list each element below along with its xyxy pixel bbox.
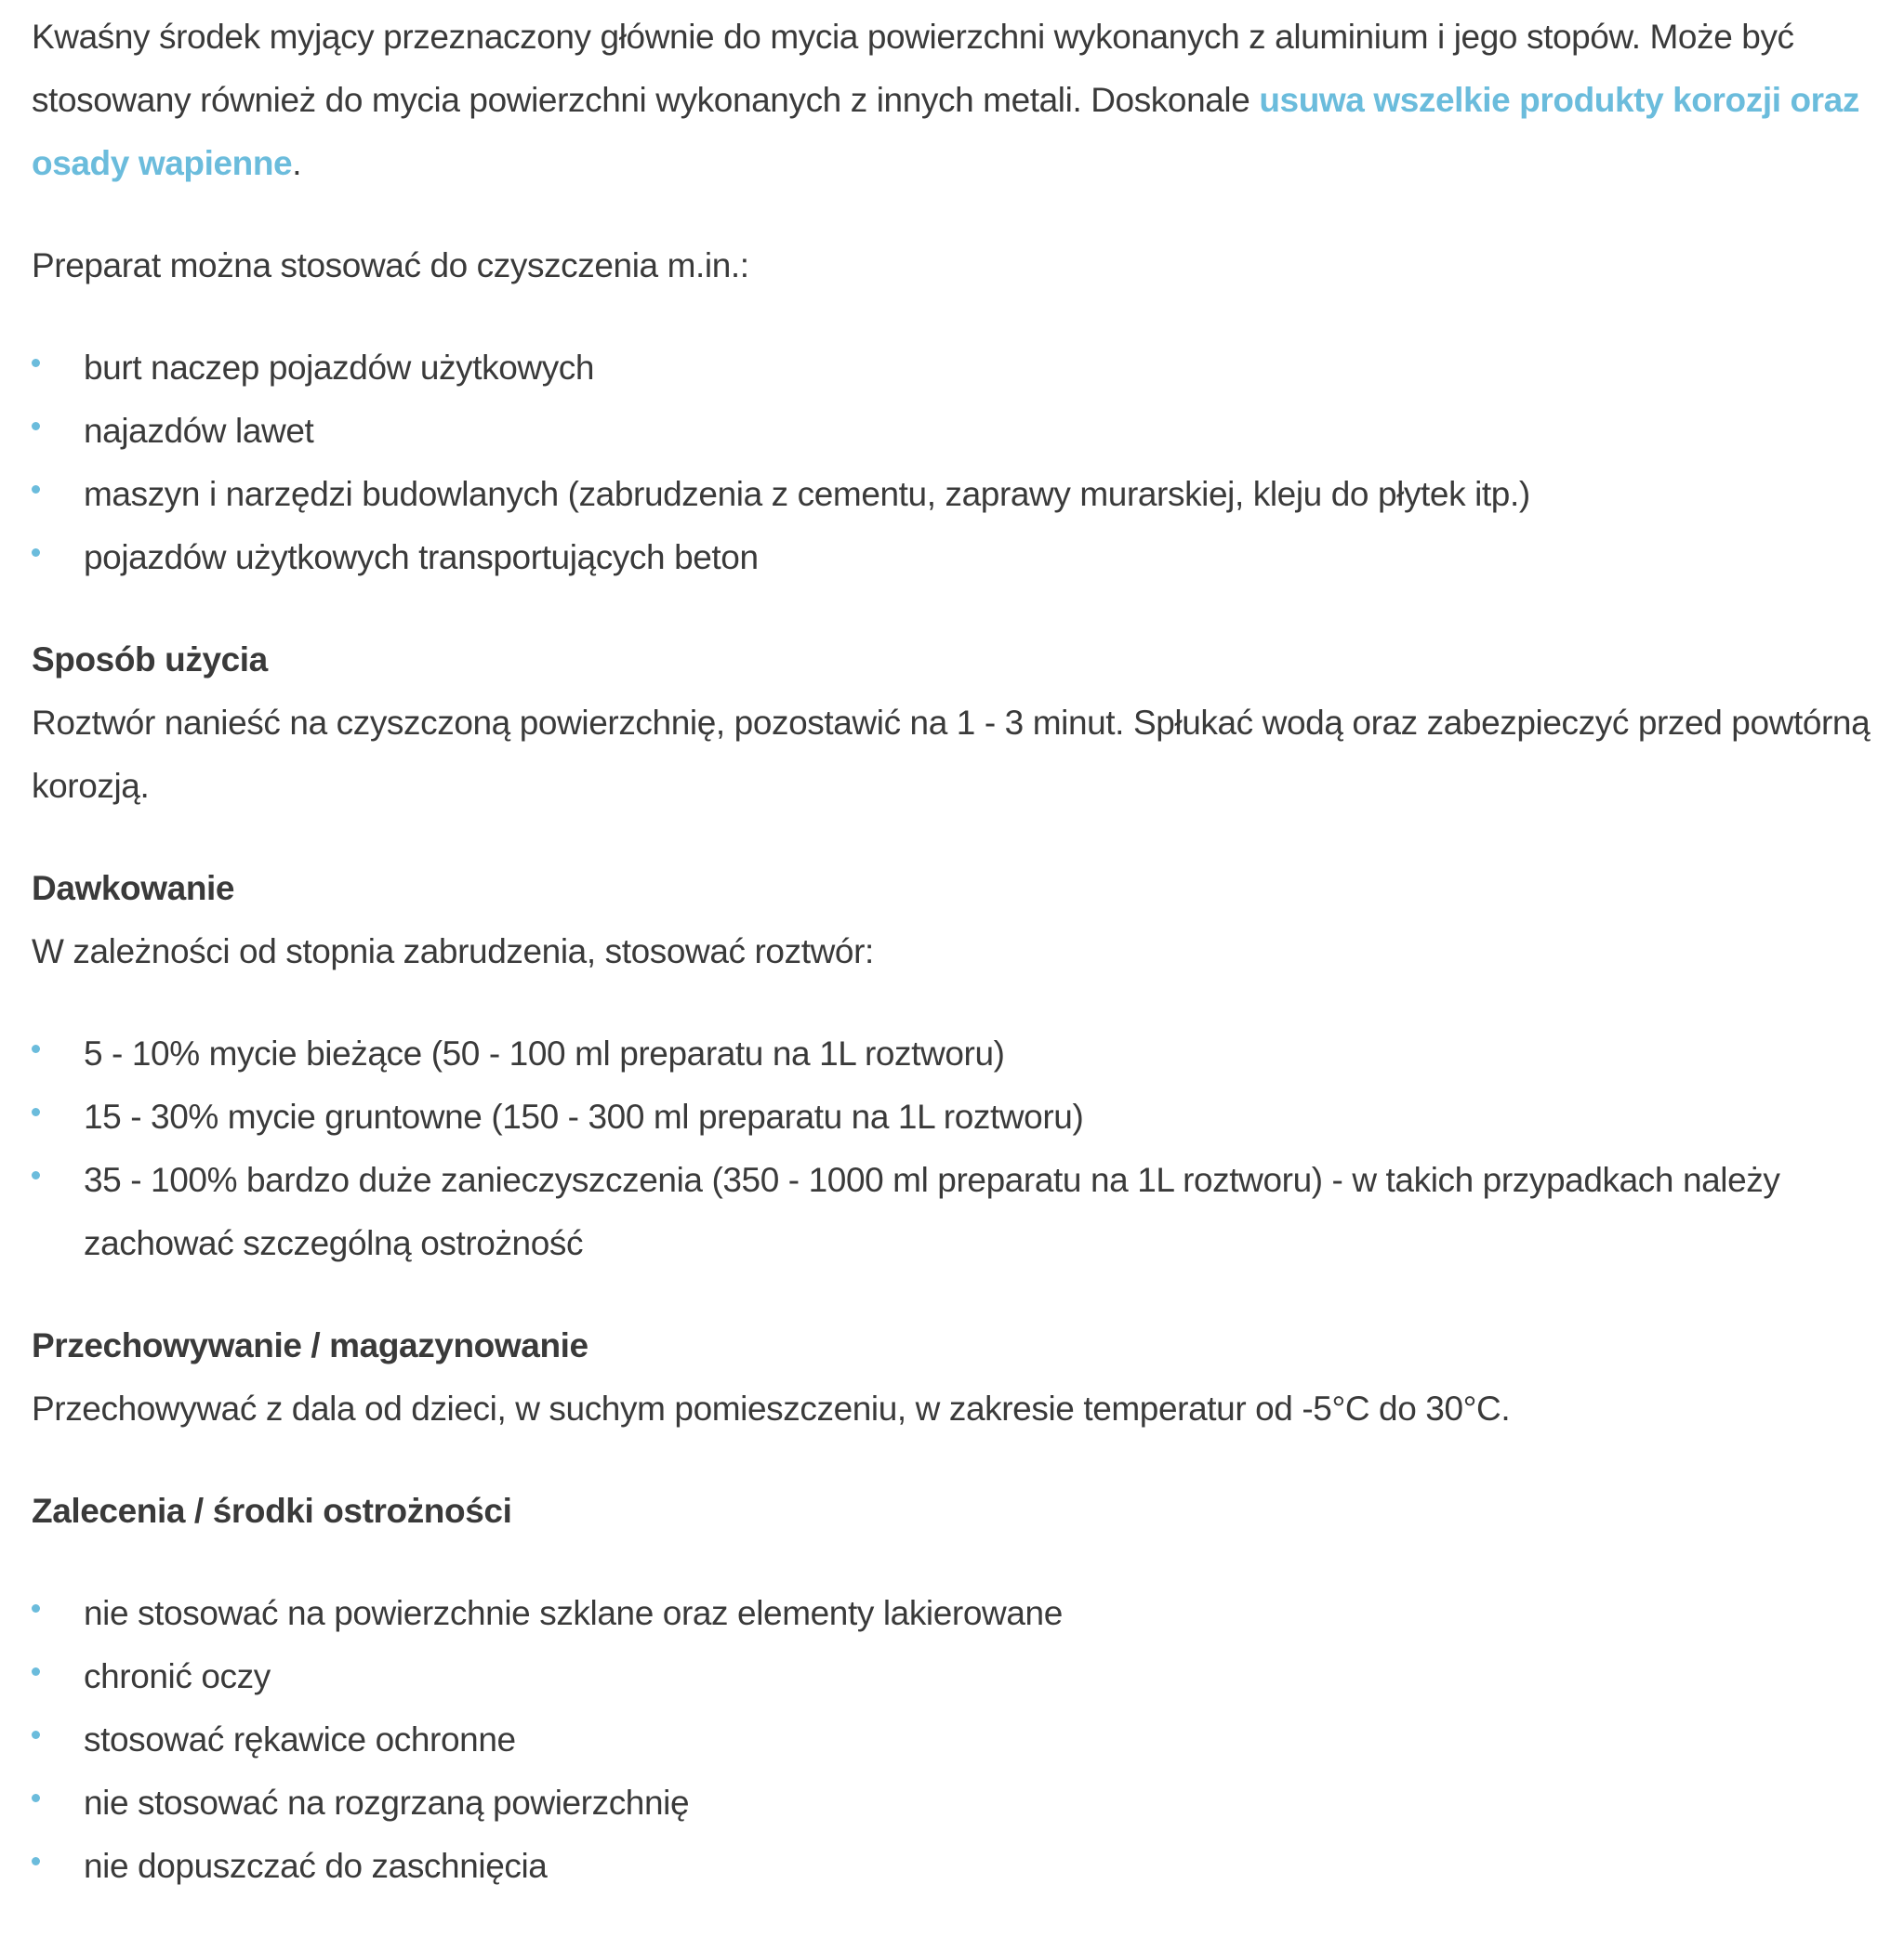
list-item (32, 1086, 1882, 1149)
dosage-heading: Dawkowanie (32, 869, 235, 907)
list-item-text: burt naczep pojazdów użytkowych (84, 349, 595, 387)
list-item-text: nie dopuszczać do zaschnięcia (84, 1847, 548, 1885)
list-item (32, 400, 1882, 463)
list-item-text: pojazdów użytkowych transportujących beton (84, 538, 759, 576)
list-item-text: maszyn i narzędzi budowlanych (zabrudzenia z cementu, zaprawy murarskiej, kleju do płytek itp.) (84, 475, 1530, 513)
bullet-icon (32, 359, 40, 367)
bullet-icon (32, 1667, 40, 1676)
bullet-icon (32, 422, 40, 430)
storage-heading: Przechowywanie / magazynowanie (32, 1326, 588, 1364)
method-heading: Sposób użycia (32, 640, 268, 679)
bullet-icon (32, 1857, 40, 1865)
intro-paragraph (32, 6, 1882, 195)
bullet-icon (32, 1108, 40, 1116)
precautions-heading: Zalecenia / środki ostrożności (32, 1492, 512, 1530)
list-item (32, 1772, 1882, 1835)
bullet-icon (32, 1604, 40, 1613)
bullet-icon (32, 1731, 40, 1739)
list-item-text: nie stosować na rozgrzaną powierzchnię (84, 1784, 690, 1822)
dosage-list (32, 1022, 1882, 1275)
list-item-text: najazdów lawet (84, 412, 314, 450)
storage-text: Przechowywać z dala od dzieci, w suchym pomieszczeniu, w zakresie temperatur od -5°C do 30°C. (32, 1390, 1511, 1428)
dosage-text: W zależności od stopnia zabrudzenia, stosować roztwór: (32, 932, 874, 970)
intro-text: Kwaśny środek myjący przeznaczony głównie do mycia powierzchni wykonanych z aluminium i jego stopów. Może być stosowany również do mycia powierzchni wykonanych z innych metali. Doskonale (32, 18, 1794, 119)
bullet-icon (32, 1794, 40, 1802)
intro-link[interactable]: usuwa wszelkie produkty korozji oraz osady wapienne (32, 81, 1859, 182)
list-item (32, 463, 1882, 526)
list-item (32, 1645, 1882, 1708)
list-item (32, 1708, 1882, 1772)
list-item-text: nie stosować na powierzchnie szklane oraz elementy lakierowane (84, 1594, 1063, 1632)
list-item-text: chronić oczy (84, 1657, 271, 1695)
bullet-icon (32, 1045, 40, 1053)
list-item (32, 1835, 1882, 1898)
bullet-icon (32, 548, 40, 557)
product-description (32, 6, 1882, 1937)
list-item (32, 526, 1882, 589)
list-item (32, 1149, 1882, 1275)
list-item (32, 1582, 1882, 1645)
usage-intro: Preparat można stosować do czyszczenia m.in.: (32, 246, 749, 284)
list-item-text: stosować rękawice ochronne (84, 1720, 516, 1759)
intro-end: . (292, 144, 302, 182)
list-item-text: 15 - 30% mycie gruntowne (150 - 300 ml preparatu na 1L roztworu) (84, 1098, 1084, 1136)
precautions-list (32, 1582, 1882, 1898)
list-item-text: 35 - 100% bardzo duże zanieczyszczenia (350 - 1000 ml preparatu na 1L roztworu) - w takich przypadkach należy zachować szczególną ostrożność (84, 1161, 1780, 1262)
method-text: Roztwór nanieść na czyszczoną powierzchnię, pozostawić na 1 - 3 minut. Spłukać wodą oraz zabezpieczyć przed powtórną korozją. (32, 704, 1871, 805)
usage-list (32, 336, 1882, 589)
list-item (32, 336, 1882, 400)
bullet-icon (32, 485, 40, 494)
list-item (32, 1022, 1882, 1086)
bullet-icon (32, 1171, 40, 1179)
list-item-text: 5 - 10% mycie bieżące (50 - 100 ml preparatu na 1L roztworu) (84, 1034, 1005, 1073)
